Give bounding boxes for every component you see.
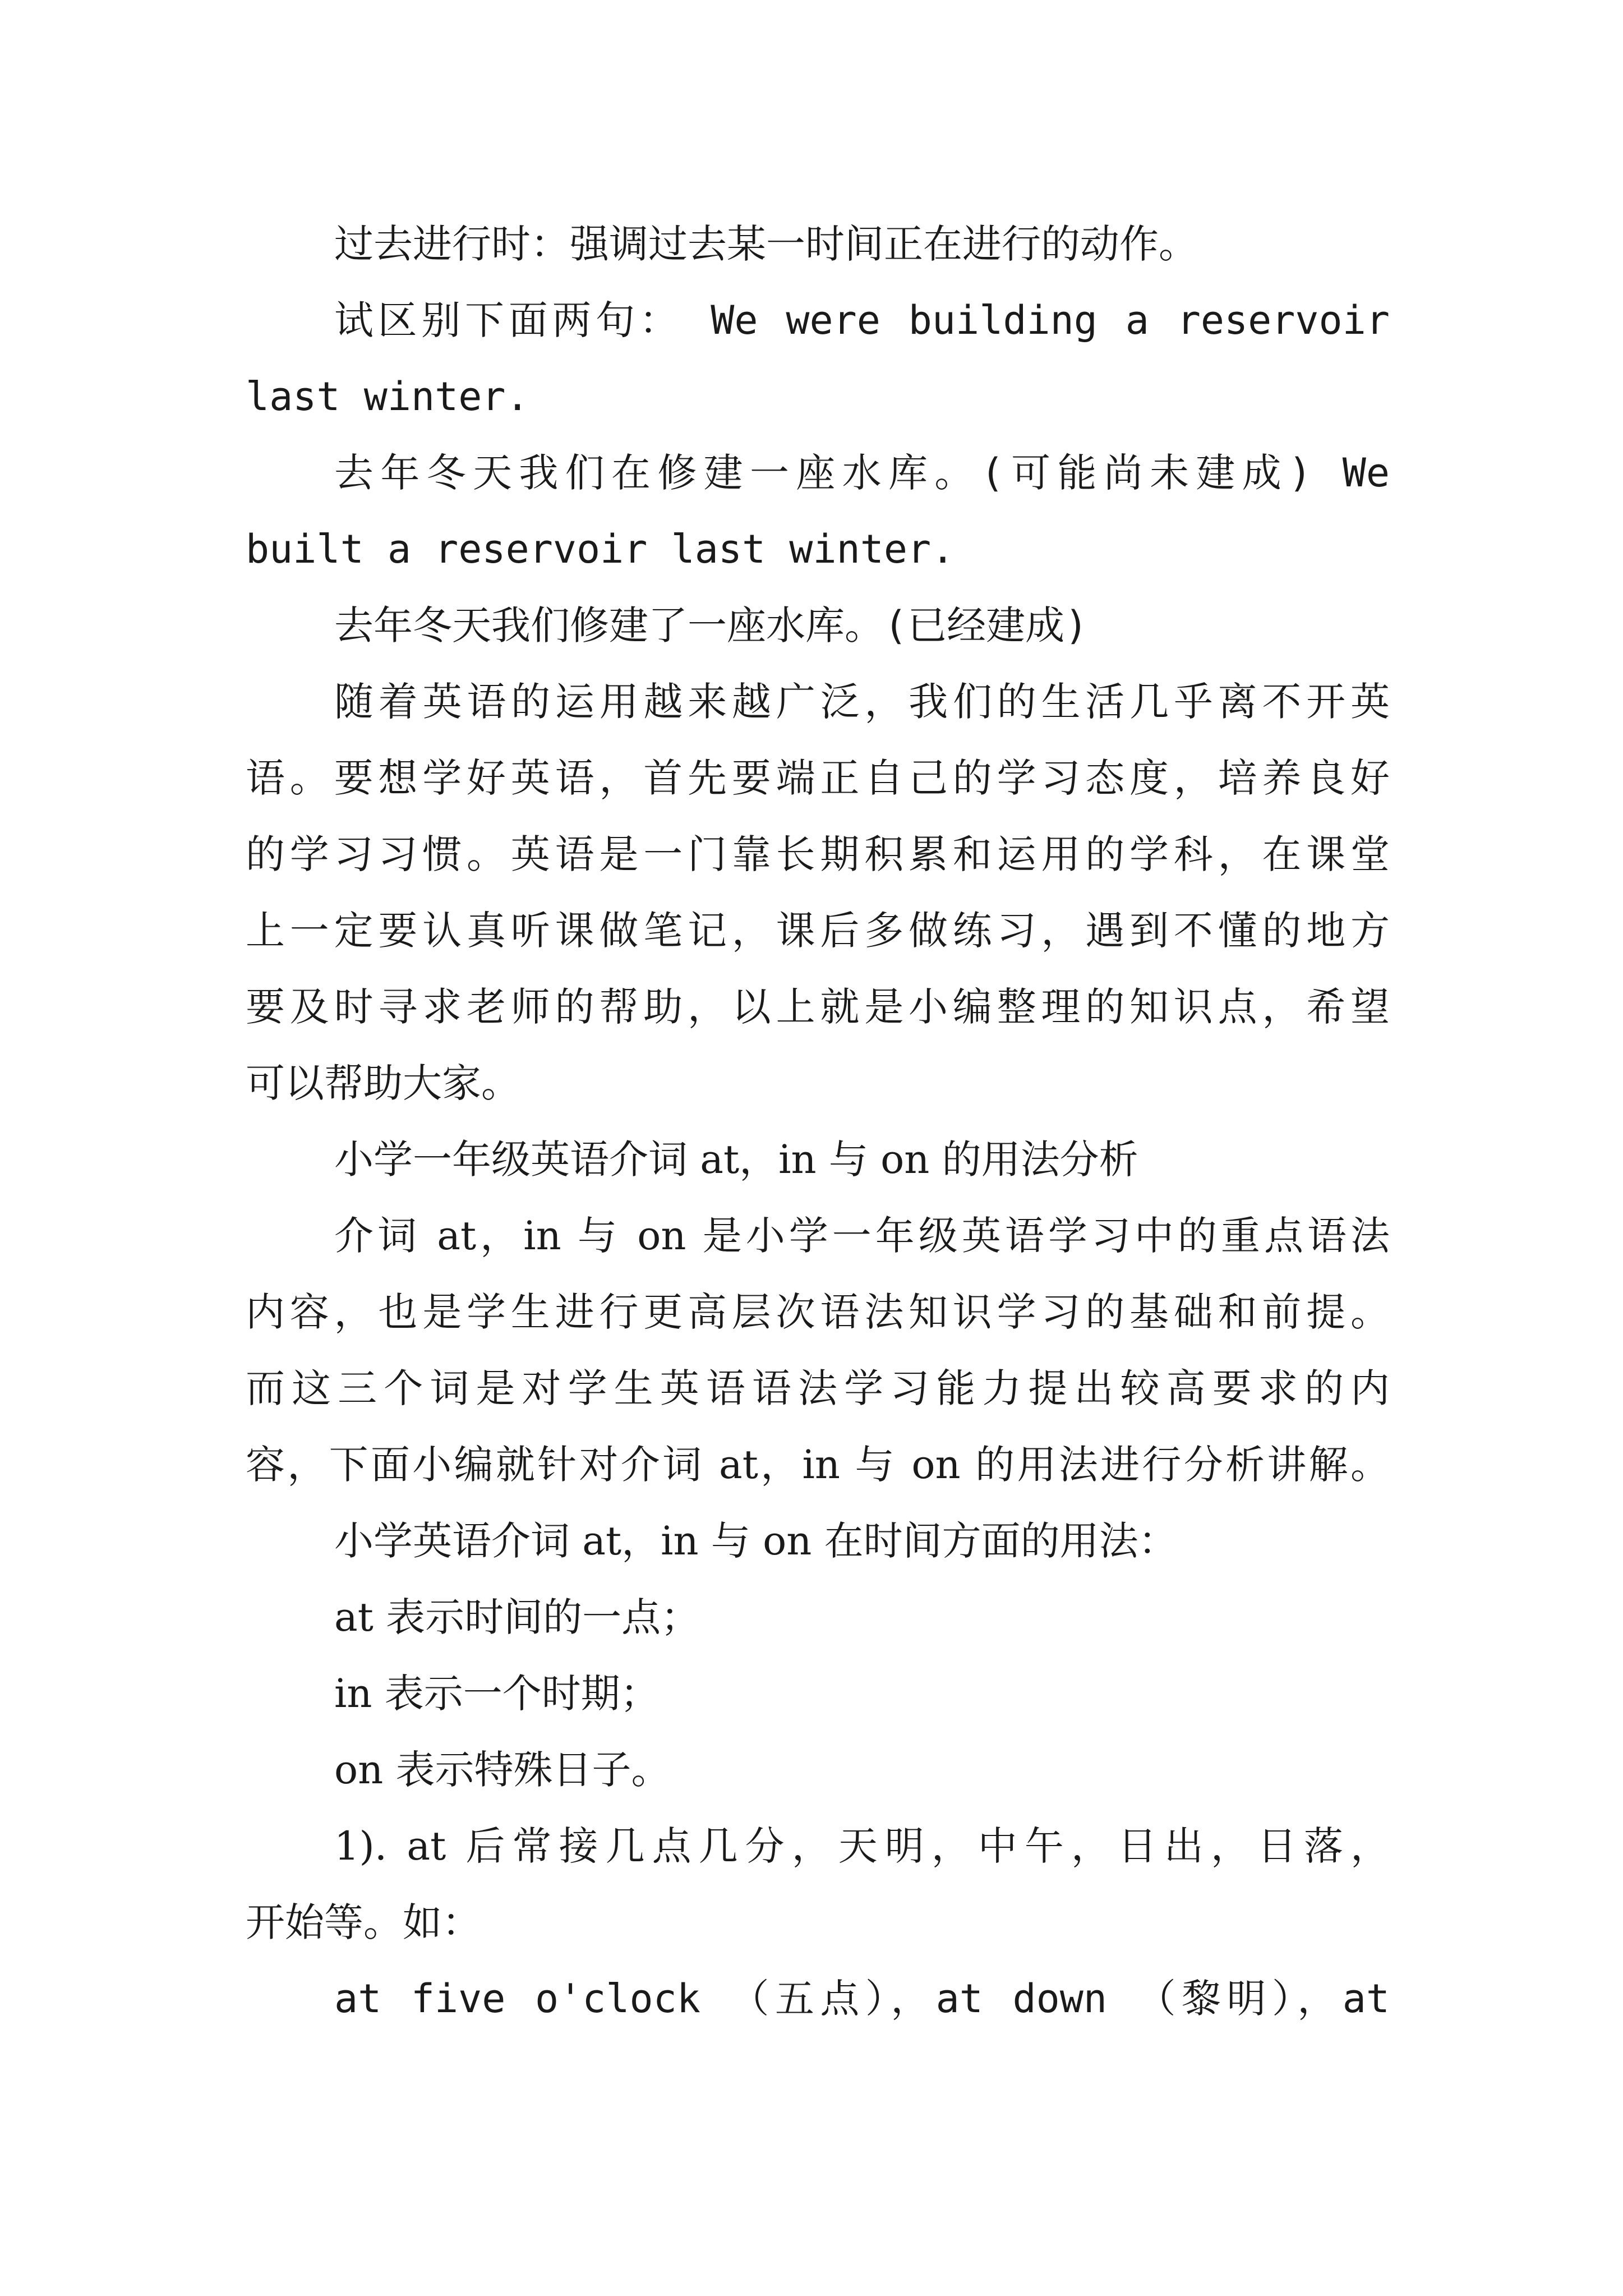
text-line: 容，下面小编就针对介词 at，in 与 on 的用法进行分析讲解。 <box>246 1442 1390 1488</box>
text-line: 介词 at，in 与 on 是小学一年级英语学习中的重点语法 <box>334 1213 1390 1259</box>
text-line: 去年冬天我们在修建一座水库。(可能尚未建成) We <box>334 450 1390 496</box>
text-line: 语。要想学好英语，首先要端正自己的学习态度，培养良好 <box>246 755 1390 801</box>
text-line: 可以帮助大家。 <box>246 1060 520 1106</box>
text-line: last winter. <box>246 374 529 420</box>
section-heading: 小学一年级英语介词 at，in 与 on 的用法分析 <box>334 1137 1138 1182</box>
text-line: 而这三个词是对学生英语语法学习能力提出较高要求的内 <box>246 1365 1390 1411</box>
text-line: on 表示特殊日子。 <box>334 1747 671 1793</box>
text-line: at 表示时间的一点； <box>334 1594 700 1640</box>
text-line: 去年冬天我们修建了一座水库。(已经建成) <box>334 602 1089 648</box>
text-line: 随着英语的运用越来越广泛，我们的生活几乎离不开英 <box>334 679 1390 725</box>
text-line: 上一定要认真听课做笔记，课后多做练习，遇到不懂的地方 <box>246 908 1390 954</box>
text-line: at five o'clock （五点），at down （黎明），at <box>334 1976 1390 2022</box>
text-line: 要及时寻求老师的帮助，以上就是小编整理的知识点，希望 <box>246 984 1390 1030</box>
text-line: 1). at 后常接几点几分，天明，中午，日出，日落， <box>334 1823 1390 1869</box>
text-line: in 表示一个时期； <box>334 1671 660 1717</box>
text-line: 试区别下面两句： We were building a reservoir <box>334 297 1390 343</box>
text-line: 内容，也是学生进行更高层次语法知识学习的基础和前提。 <box>246 1289 1390 1335</box>
text-line: 小学英语介词 at，in 与 on 在时间方面的用法： <box>334 1518 1178 1564</box>
text-line: 开始等。如： <box>246 1899 481 1945</box>
text-line: built a reservoir last winter. <box>246 526 955 572</box>
text-line: 过去进行时：强调过去某一时间正在进行的动作。 <box>334 221 1198 267</box>
text-line: 的学习习惯。英语是一门靠长期积累和运用的学科，在课堂 <box>246 831 1390 877</box>
